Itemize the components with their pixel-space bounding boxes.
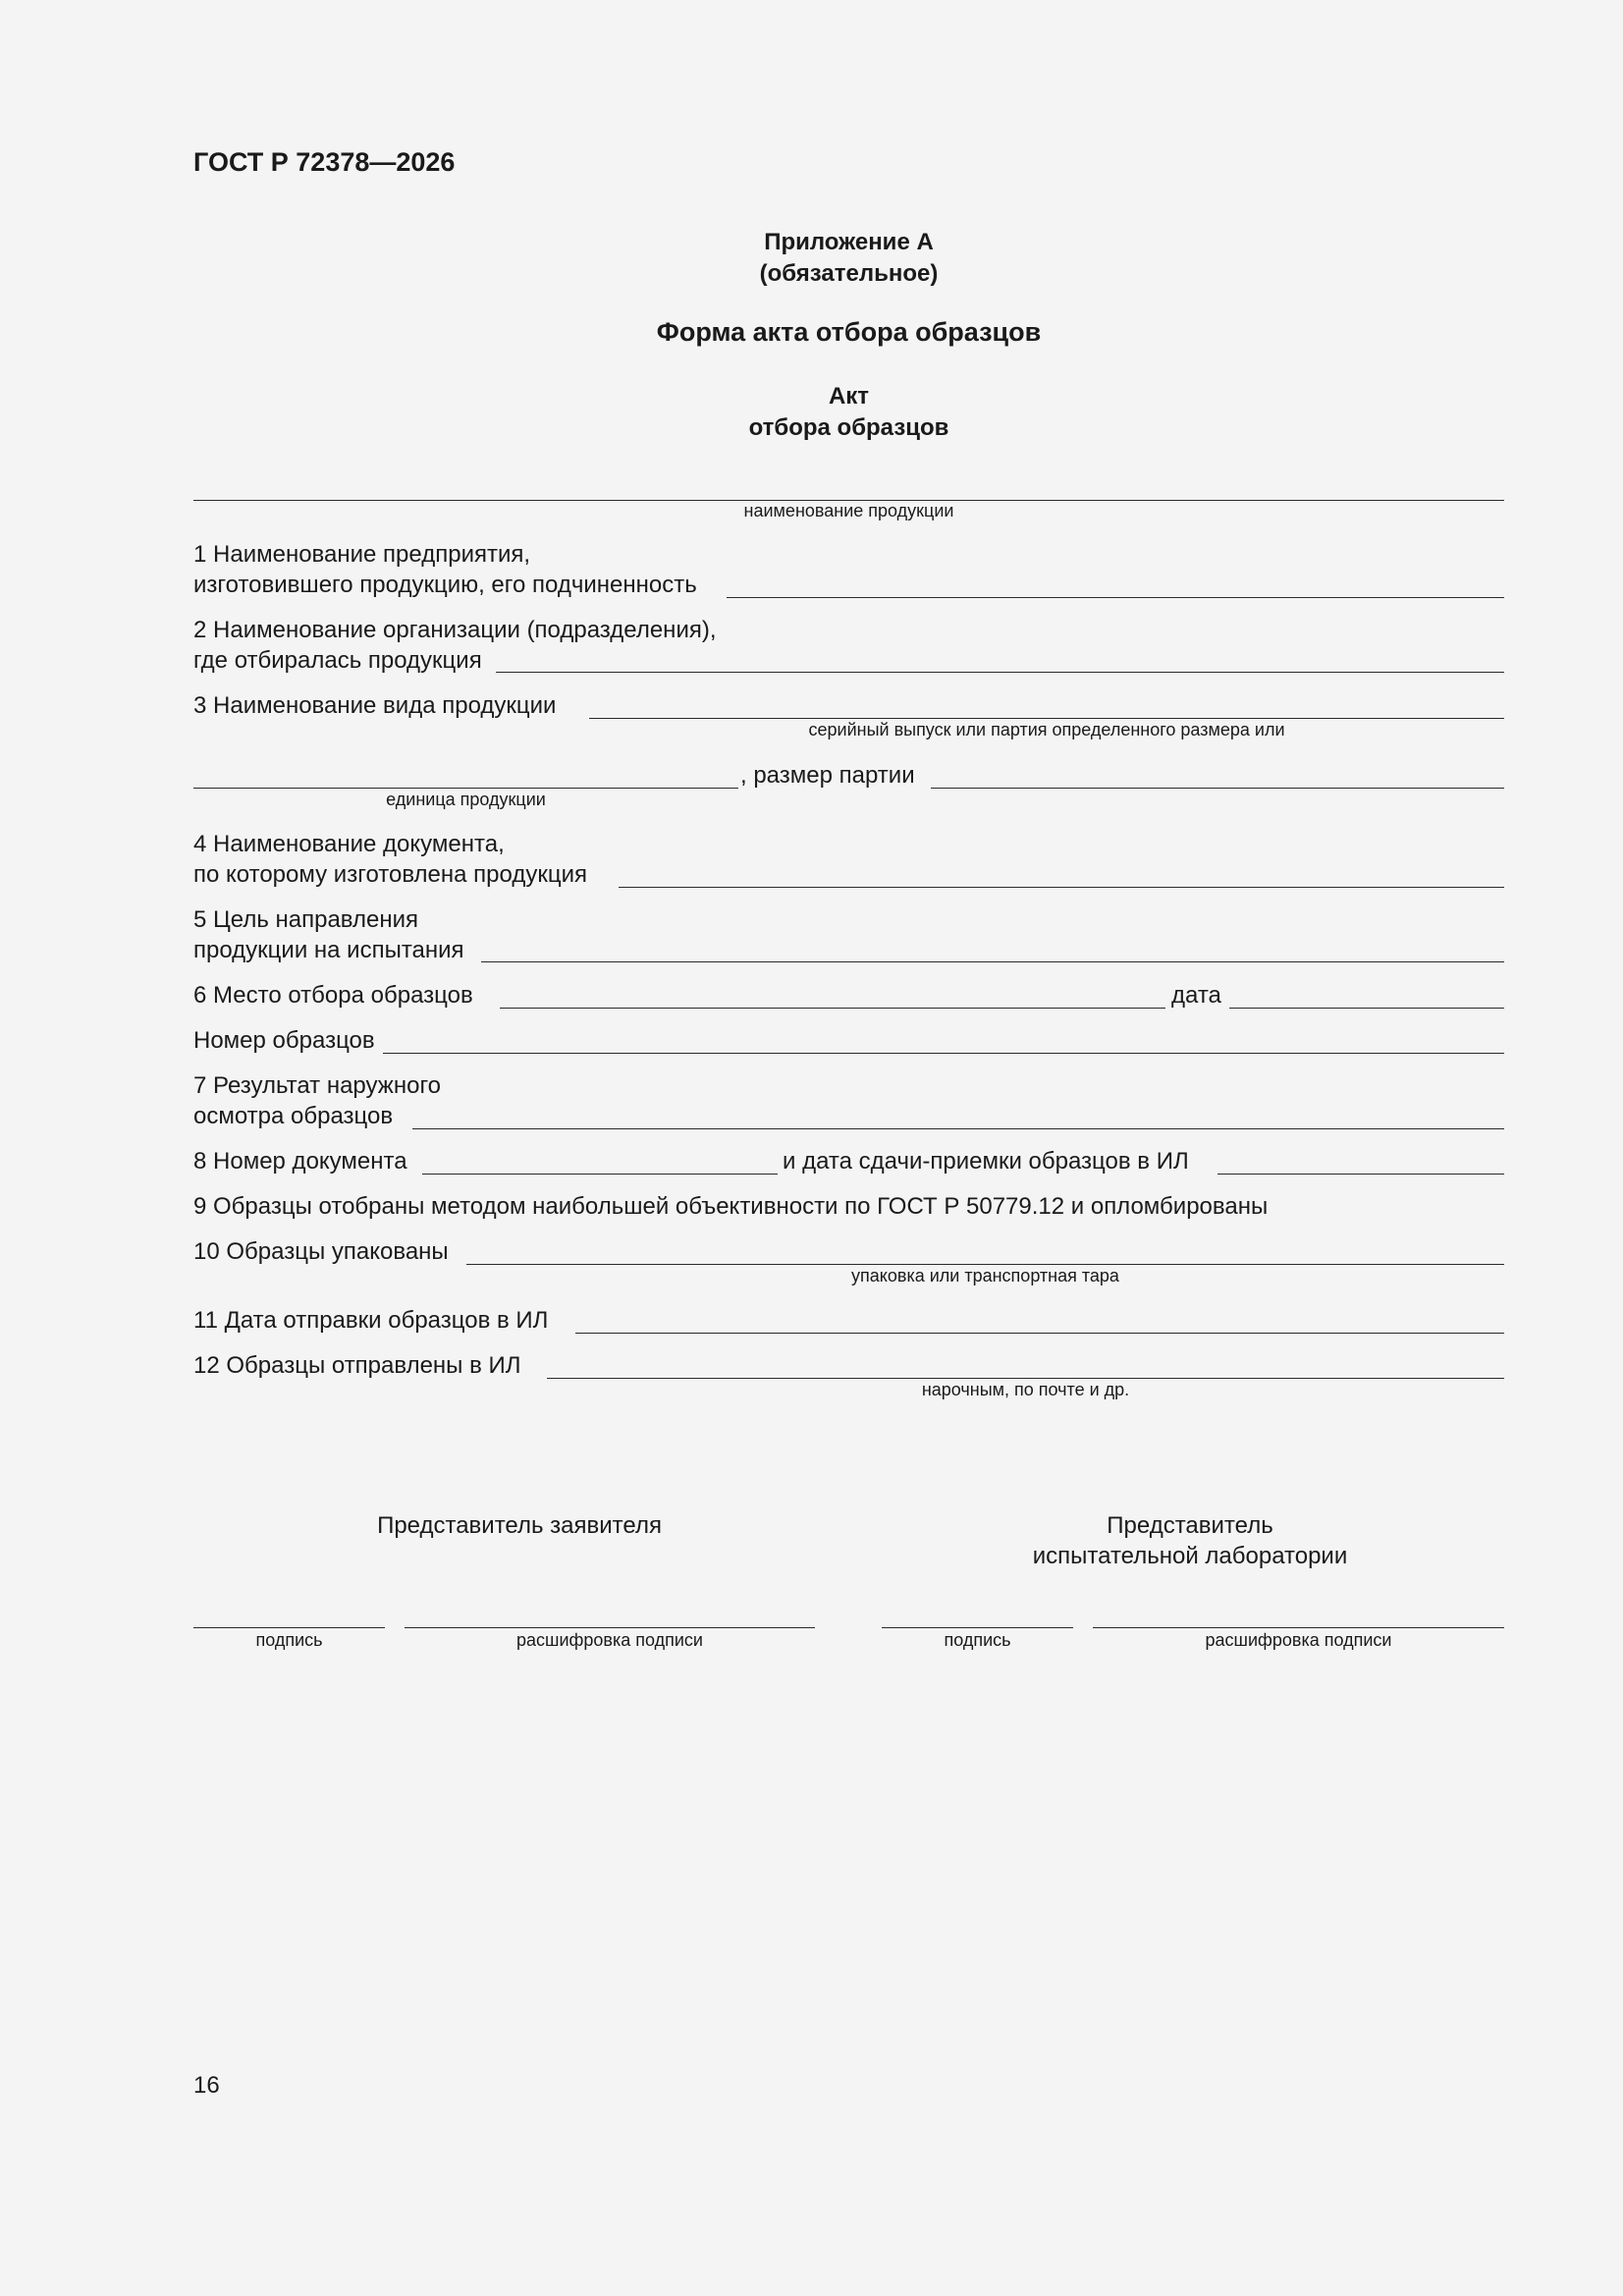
- field-4-line[interactable]: [619, 887, 1504, 888]
- lab-decode-line[interactable]: [1093, 1627, 1504, 1628]
- field-12-caption: нарочным, по почте и др.: [921, 1380, 1130, 1399]
- acceptance-date-line[interactable]: [1217, 1174, 1504, 1175]
- batch-size-label: , размер партии: [740, 762, 915, 789]
- field-6-label: 6 Место отбора образцов: [193, 982, 473, 1009]
- sampling-place-line[interactable]: [500, 1008, 1165, 1009]
- field-11-label: 11 Дата отправки образцов в ИЛ: [193, 1307, 549, 1334]
- sampling-date-label: дата: [1171, 982, 1221, 1009]
- applicant-decode-caption: расшифровка подписи: [516, 1630, 703, 1650]
- product-name-caption: наименование продукции: [743, 501, 954, 520]
- field-4-label-line-1: 4 Наименование документа,: [193, 831, 505, 857]
- applicant-decode-line[interactable]: [405, 1627, 815, 1628]
- act-title: [193, 381, 1504, 444]
- page-number: 16: [193, 2072, 220, 2099]
- field-8-mid-label: и дата сдачи-приемки образцов в ИЛ: [783, 1148, 1189, 1175]
- field-2-line[interactable]: [496, 672, 1504, 673]
- annex-status: (обязательное): [759, 260, 939, 287]
- lab-representative-title: [864, 1510, 1516, 1571]
- lab-decode-caption: расшифровка подписи: [1205, 1630, 1392, 1650]
- field-3b-caption: единица продукции: [386, 790, 546, 809]
- field-7-line[interactable]: [412, 1128, 1504, 1129]
- sampling-date-line[interactable]: [1229, 1008, 1504, 1009]
- field-1-label-line-1: 1 Наименование предприятия,: [193, 541, 531, 568]
- field-2-label-line-1: 2 Наименование организации (подразделения),: [193, 617, 717, 643]
- field-5-label-line-2: продукции на испытания: [193, 937, 464, 963]
- sample-numbers-label: Номер образцов: [193, 1027, 375, 1054]
- batch-size-line[interactable]: [931, 788, 1504, 789]
- field-3-caption: серийный выпуск или партия определенного размера или: [808, 720, 1285, 739]
- field-1-label-line-2: изготовившего продукцию, его подчиненность: [193, 572, 697, 598]
- document-number-line[interactable]: [422, 1174, 778, 1175]
- field-10-caption: упаковка или транспортная тара: [851, 1266, 1119, 1285]
- lab-representative-title-line-2: испытательной лаборатории: [1032, 1543, 1348, 1569]
- field-3-label: 3 Наименование вида продукции: [193, 692, 557, 719]
- field-4-label-line-2: по которому изготовлена продукция: [193, 861, 587, 888]
- field-5-line[interactable]: [481, 961, 1504, 962]
- annex-heading: [193, 227, 1504, 290]
- field-5-label-line-1: 5 Цель направления: [193, 906, 418, 933]
- field-8-label: 8 Номер документа: [193, 1148, 407, 1175]
- field-11-line[interactable]: [575, 1333, 1504, 1334]
- lab-representative-title-line-1: Представитель: [1107, 1512, 1273, 1539]
- field-1-line[interactable]: [727, 597, 1504, 598]
- sample-numbers-line[interactable]: [383, 1053, 1504, 1054]
- field-9-label: 9 Образцы отобраны методом наибольшей объективности по ГОСТ Р 50779.12 и опломбированы: [193, 1193, 1269, 1220]
- lab-signature-line[interactable]: [882, 1627, 1073, 1628]
- field-2-label-line-2: где отбиралась продукция: [193, 647, 482, 674]
- field-7-label-line-1: 7 Результат наружного: [193, 1072, 442, 1099]
- annex-title: Приложение А: [764, 229, 934, 255]
- act-title-line-1: Акт: [828, 383, 870, 410]
- field-7-label-line-2: осмотра образцов: [193, 1103, 394, 1129]
- field-12-label: 12 Образцы отправлены в ИЛ: [193, 1352, 521, 1379]
- act-title-line-2: отбора образцов: [748, 414, 949, 441]
- lab-signature-caption: подпись: [944, 1630, 1011, 1650]
- applicant-representative-title: Представитель заявителя: [377, 1512, 662, 1539]
- form-title: Форма акта отбора образцов: [656, 317, 1042, 347]
- applicant-signature-caption: подпись: [255, 1630, 323, 1650]
- field-10-label: 10 Образцы упакованы: [193, 1238, 449, 1265]
- standard-number: ГОСТ Р 72378—2026: [193, 147, 456, 177]
- applicant-signature-line[interactable]: [193, 1627, 385, 1628]
